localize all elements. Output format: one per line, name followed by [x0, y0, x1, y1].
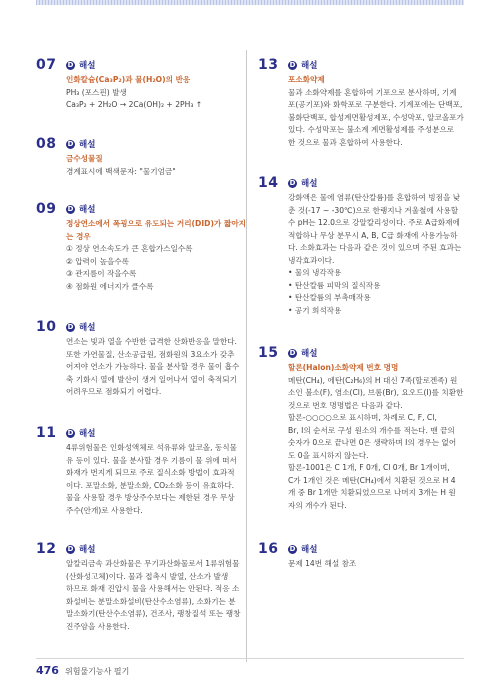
explanation-label: 해설	[79, 61, 96, 71]
explanation-label: 해설	[301, 349, 318, 359]
question-number: 09	[36, 201, 57, 217]
text-line: 어려우므로 점화되기 어렵다.	[66, 387, 162, 396]
text-line: 개 중 Br 1개만 치환되었으므로 나머지 3개는 H 원	[288, 488, 456, 497]
text-line: (산화성고체)이다. 물과 접촉시 발열, 산소가 발생	[66, 571, 229, 581]
answer-16	[258, 540, 468, 571]
text-line: 진주암을 사용한다.	[66, 621, 130, 631]
text-line: 화재가 번지게 되므로 주로 질식소화 방법이 효과적	[66, 468, 235, 477]
text-line: ② 압력이 높을수록	[66, 256, 129, 266]
text-line: 자의 개수가 된다.	[288, 500, 347, 510]
explanation-label: 해설	[301, 179, 318, 189]
explanation-label: 해설	[79, 545, 96, 555]
explanation-icon: D	[67, 139, 74, 148]
key-term: 금수성물질	[66, 154, 103, 163]
explanation-icon: D	[289, 348, 296, 357]
explanation-icon: D	[289, 178, 296, 187]
text-line: 말소화기(탄산수소염류), 건조사, 팽창질석 또는 팽창	[66, 609, 241, 618]
text-line: 소인 불소(F), 염소(Cl), 브롬(Br), 요오드(I)를 치환한	[288, 388, 464, 397]
top-stripe	[36, 0, 464, 5]
page-number: 476	[36, 664, 59, 677]
answer-08	[36, 135, 246, 178]
question-number: 14	[258, 175, 279, 191]
question-number: 13	[258, 57, 279, 73]
text-line: 유 등이 있다. 물을 분사할 경우 기름이 물 위에 떠서	[66, 455, 237, 465]
text-line: Br, I의 순서로 구성 원소의 개수를 적는다. 맨 끝의	[288, 425, 455, 435]
text-line: 불화단백포, 합성계면활성제포, 수성막포, 알코올포가	[288, 112, 464, 122]
list-item: • 물의 냉각작용	[288, 268, 342, 277]
explanation-label: 해설	[79, 140, 96, 150]
text-line: ① 정상 연소속도가 큰 혼합가스일수록	[66, 244, 193, 253]
text-line: C가 1개인 것은 메탄(CH₄)에서 치환된 것으로 H 4	[288, 475, 456, 485]
key-term: 인화칼슘(Ca₃P₂)과 물(H₂O)의 반응	[66, 75, 191, 84]
text-line: 적합하나 무상 분무시 A, B, C급 화재에 사용가능하	[288, 230, 458, 240]
explanation-icon: D	[67, 428, 74, 437]
key-term: 할론(Halon)소화약제 번호 명명	[288, 363, 399, 372]
text-line: 포(공기포)와 화학포로 구분한다. 기계포에는 단백포,	[288, 100, 463, 109]
question-number: 11	[36, 425, 57, 441]
explanation-label: 해설	[79, 323, 96, 333]
footer-rule	[36, 658, 464, 659]
explanation-label: 해설	[301, 545, 318, 555]
text-line: Ca₃P₂ + 2H₂O → 2Ca(OH)₂ + 2PH₃ ↑	[66, 100, 203, 109]
text-line: 물과 소화약제를 혼합하여 기포으로 분사하며, 기계	[288, 87, 457, 97]
explanation-icon: D	[67, 322, 74, 331]
text-line: 메탄(CH₄), 에탄(C₂H₆)의 H 대신 7족(할로겐족) 원	[288, 375, 458, 385]
text-line: 알칼리금속 과산화물은 무기과산화물로서 1류위험물	[66, 559, 240, 568]
explanation-icon: D	[67, 204, 74, 213]
answer-11	[36, 424, 246, 517]
explanation-label: 해설	[301, 61, 318, 71]
text-line: 하므로 화재 진압시 물을 사용해서는 안된다. 적응 소	[66, 584, 240, 593]
question-number: 10	[36, 319, 57, 335]
explanation-icon: D	[67, 60, 74, 69]
text-line: 축 기화시 열에 발산이 생겨 일어나서 열이 축적되기	[66, 374, 237, 384]
question-number: 16	[258, 541, 279, 557]
answer-15	[258, 344, 468, 512]
text-line: 문제 14번 해설 참조	[288, 559, 357, 568]
key-term: 정상연소에서 폭굉으로 유도되는 거리(DID)가 짧아지는 경우	[66, 219, 246, 241]
question-number: 12	[36, 541, 57, 557]
list-item: • 탄산칼륨 피막의 질식작용	[288, 280, 381, 290]
explanation-label: 해설	[79, 205, 96, 215]
text-line: 할론-○○○○으로 표시하며, 차례로 C, F, Cl,	[288, 413, 437, 422]
text-line: 4류위험물은 인화성액체로 석유류와 알코올, 동식물	[66, 443, 237, 452]
explanation-icon: D	[67, 544, 74, 553]
text-line: 있다. 수성막포는 불소계 계면활성제를 주성분으로	[288, 125, 455, 134]
text-line: ④ 점화원 에너지가 클수록	[66, 281, 154, 291]
text-line: 한 것으로 물과 혼합하여 사용한다.	[288, 137, 403, 147]
column-divider	[246, 50, 247, 662]
text-line: 수 pH는 12.0으로 강알칼리성이다. 주로 A급화재에	[288, 218, 460, 227]
explanation-icon: D	[289, 60, 296, 69]
text-line: 물을 사용할 경우 방상주수보다는 제한된 경우 무상	[66, 493, 235, 502]
answer-12	[36, 540, 246, 633]
text-line: 것으로 번호 명명법은 다음과 같다.	[288, 400, 403, 410]
text-line: 숫자가 0으로 끝나면 0은 생략하며 I의 경우는 없어	[288, 438, 457, 447]
text-line: 강화액은 물에 염류(탄산칼륨)를 혼합하여 빙점을 낮	[288, 193, 461, 202]
key-term: 포소화약제	[288, 75, 325, 84]
text-line: 또한 가연물질, 산소공급원, 점화원의 3요소가 갖추	[66, 349, 235, 359]
text-line: 어져야 연소가 가능하다. 물을 분사할 경우 물이 흡수	[66, 362, 240, 371]
text-line: 춘 것(-17 ~ -30℃)으로 한랭지나 겨울철에 사용할	[288, 205, 459, 215]
text-line: 화설비는 분말소화설비(탄산수소염류), 소화기는 분	[66, 596, 236, 606]
text-line: 이다. 포말소화, 분말소화, CO₂소화 등이 유효하다.	[66, 480, 235, 490]
question-number: 15	[258, 345, 279, 361]
answer-10	[36, 318, 246, 399]
explanation-icon: D	[289, 544, 296, 553]
text-line: 연소는 빛과 열을 수반한 급격한 산화반응을 말한다.	[66, 337, 237, 346]
text-line: 다. 소화효과는 다음과 같은 것이 있으며 주된 효과는	[288, 243, 462, 252]
book-title: 위험물기능사 필기	[64, 667, 130, 676]
question-number: 07	[36, 57, 57, 73]
list-item: • 탄산칼륨의 부촉매작용	[288, 293, 371, 302]
text-line: 경계표시에 백색문자: "물기엄금"	[66, 166, 176, 176]
answer-13	[258, 56, 468, 149]
text-line: 냉각효과이다.	[288, 255, 335, 265]
explanation-label: 해설	[79, 429, 96, 439]
answer-14	[258, 174, 468, 317]
text-line: 주수(안개)로 사용한다.	[66, 505, 143, 515]
text-line: PH₃ (포스핀) 발생	[66, 87, 127, 97]
page-footer	[36, 664, 129, 677]
answer-07	[36, 56, 246, 112]
question-number: 08	[36, 136, 57, 152]
text-line: 도 0을 표시하지 않는다.	[288, 450, 369, 460]
answer-09	[36, 200, 246, 293]
text-line: ③ 관지름이 작을수록	[66, 269, 137, 278]
text-line: 할론-1001은 C 1개, F 0개, Cl 0개, Br 1개이며,	[288, 463, 450, 472]
list-item: • 공기 희석작용	[288, 305, 342, 315]
